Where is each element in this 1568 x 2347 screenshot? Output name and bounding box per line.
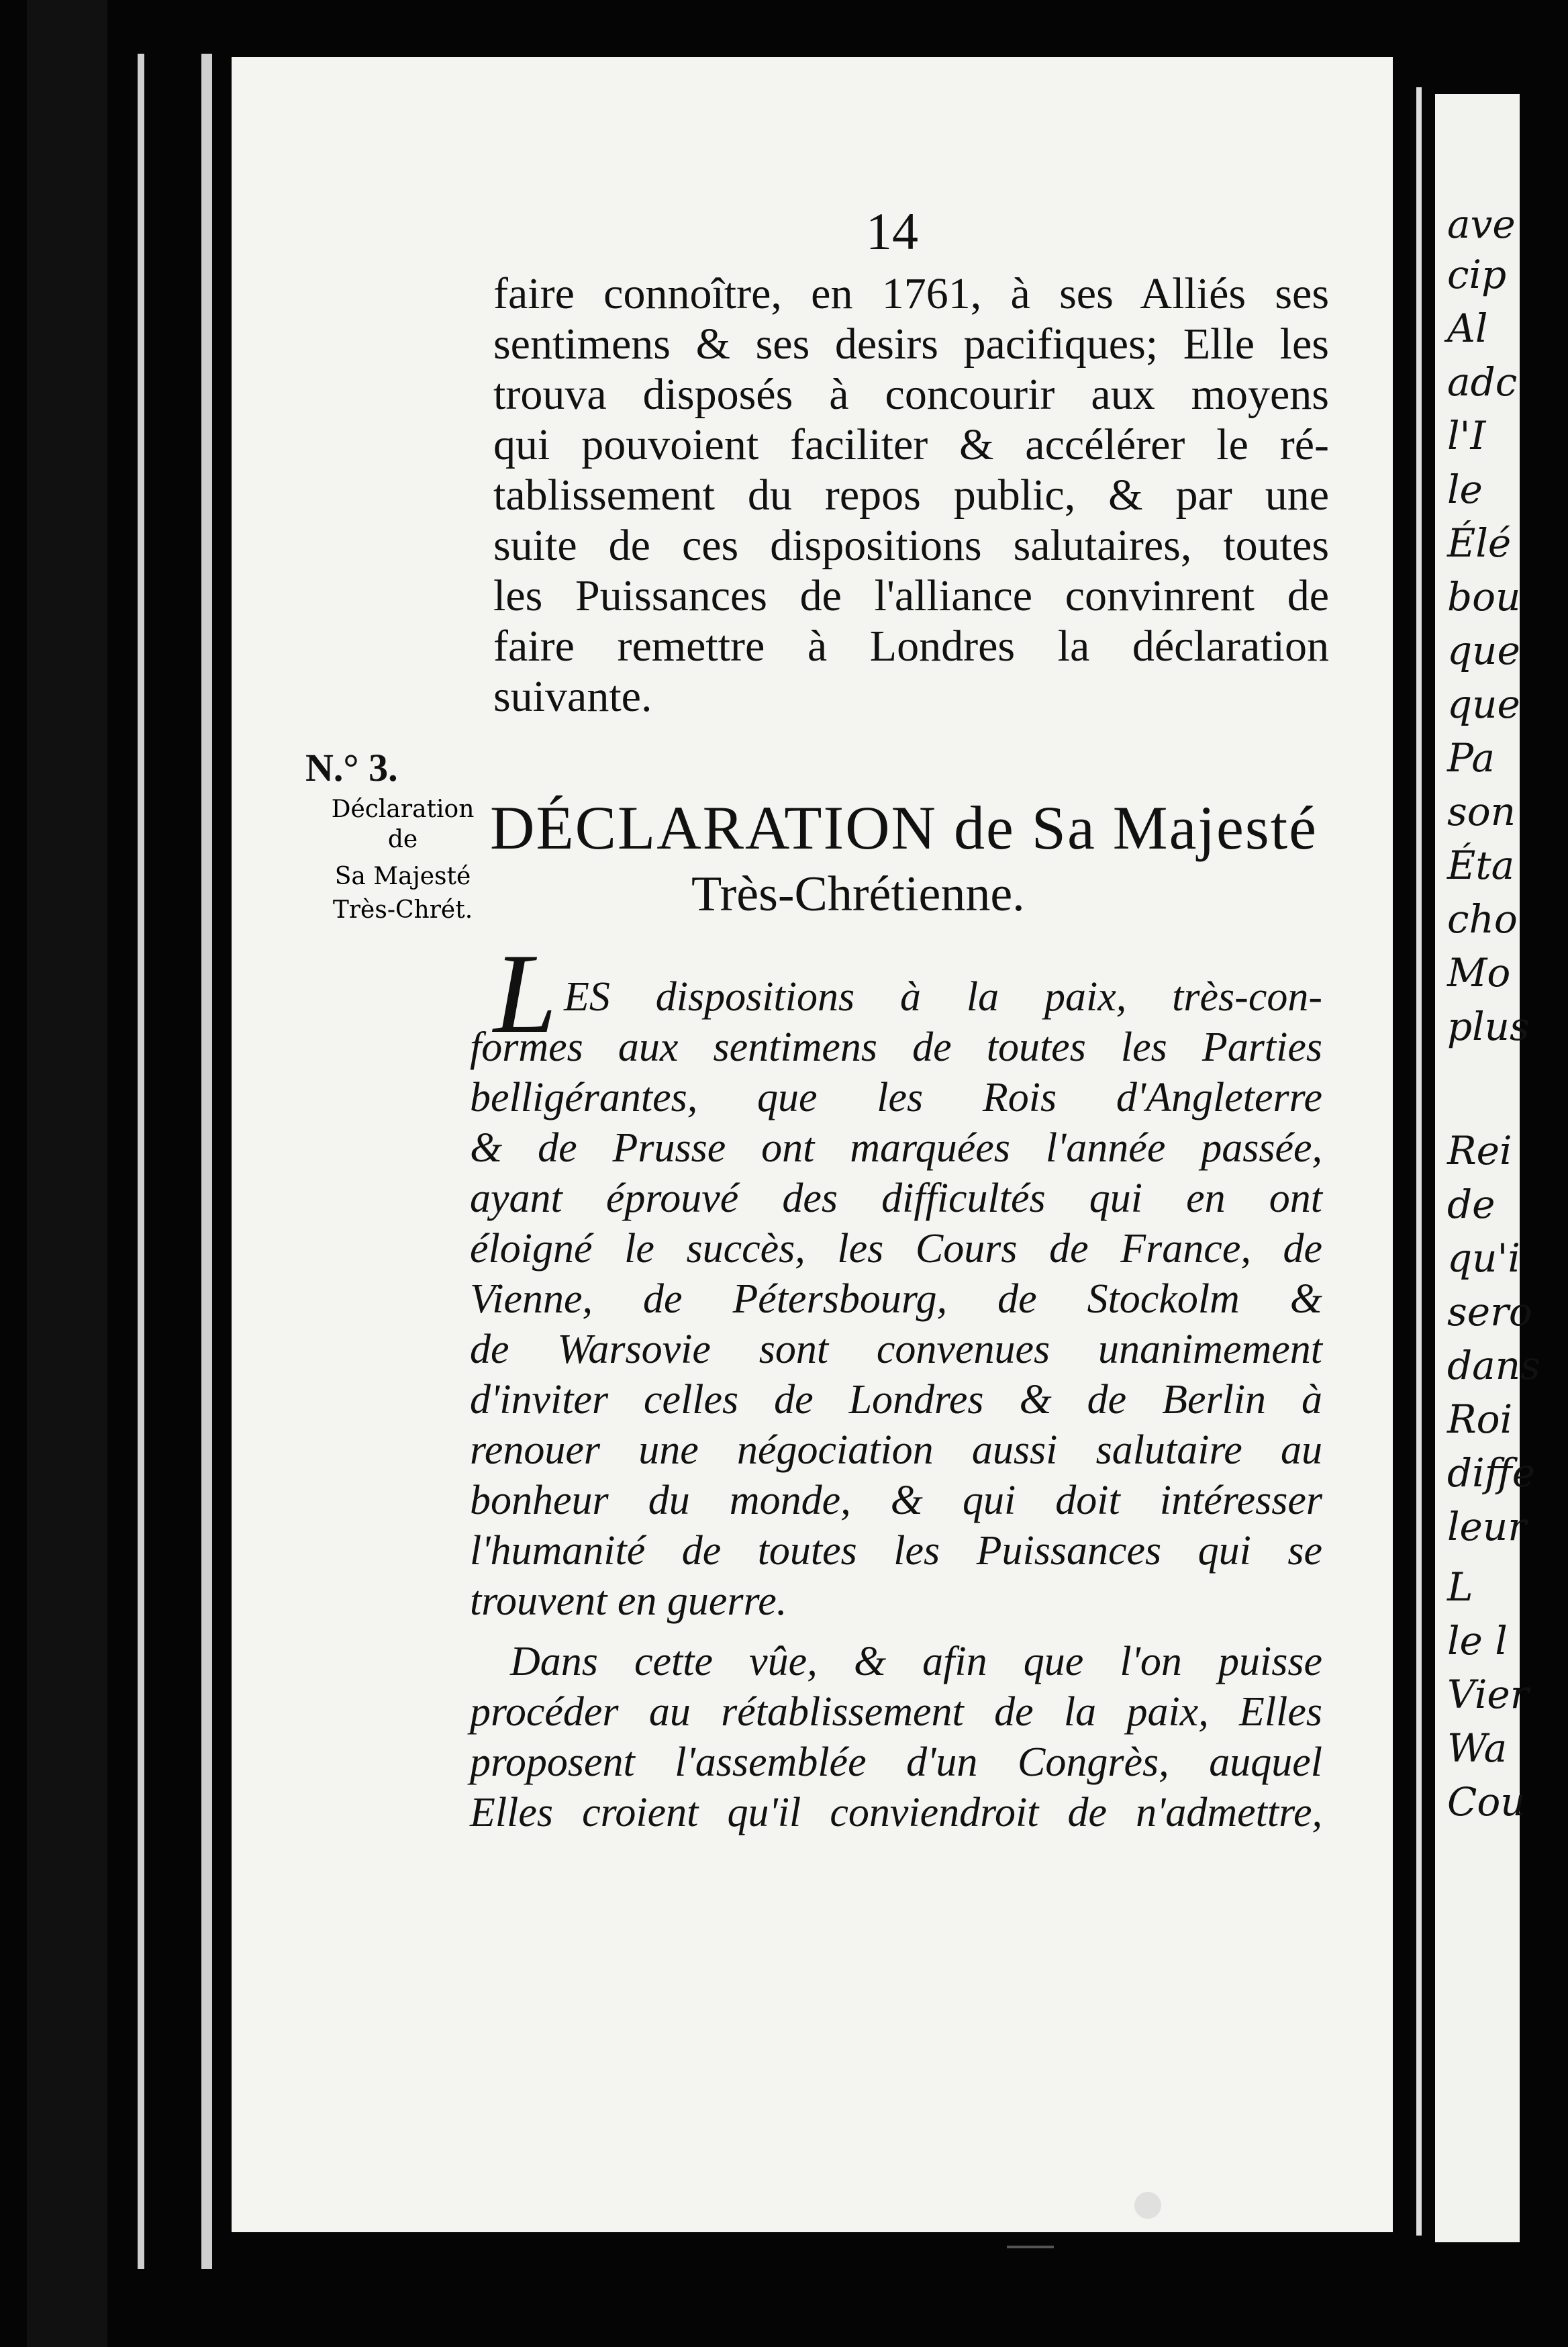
binding-line	[201, 54, 212, 2269]
drop-cap: L	[493, 930, 557, 1057]
text-line: ayant éprouvé des difficultés qui en ont	[470, 1176, 1322, 1221]
text-line: belligérantes, que les Rois d'Angleterre	[470, 1075, 1322, 1120]
facing-page-fragment: adc	[1447, 359, 1518, 405]
facing-page-fragment: Roi	[1447, 1396, 1513, 1442]
text-line: trouvent en guerre.	[470, 1578, 787, 1624]
facing-page-fragment: leur	[1447, 1504, 1526, 1549]
facing-page-fragment: que	[1447, 681, 1520, 727]
declaration-subtitle: Très-Chrétienne.	[691, 867, 1025, 922]
facing-page-fragment: sero	[1447, 1289, 1532, 1335]
text-line: ES dispositions à la paix, très-con-	[564, 974, 1322, 1020]
text-line: de Warsovie sont convenues unanimement	[470, 1327, 1322, 1372]
facing-page-fragment: qu'i	[1447, 1235, 1520, 1281]
facing-page-fragment: Pa	[1447, 735, 1495, 781]
facing-page-fragment: bou	[1447, 574, 1521, 620]
text-line: procéder au rétablissement de la paix, Elles	[470, 1689, 1322, 1735]
facing-page-fragment: Vier	[1447, 1672, 1529, 1717]
margin-note-line: Déclaration	[331, 796, 475, 823]
divider-dash	[1007, 2246, 1054, 2248]
text-line: formes aux sentimens de toutes les Parties	[470, 1024, 1322, 1070]
text-line: faire remettre à Londres la déclaration	[493, 622, 1329, 671]
margin-note-number: N.° 3.	[305, 746, 398, 789]
binding-line	[138, 54, 144, 2269]
facing-page-fragment: Éta	[1447, 843, 1515, 888]
facing-page-fragment: le	[1447, 467, 1483, 512]
facing-page-fragment: le l	[1447, 1618, 1508, 1664]
text-line: renouer une négociation aussi salutaire au	[470, 1427, 1322, 1473]
facing-page-fragment: que	[1447, 628, 1520, 673]
facing-page-fragment: L	[1447, 1564, 1473, 1610]
facing-page-fragment: ave	[1447, 201, 1516, 247]
facing-page-fragment: Al	[1447, 305, 1488, 351]
ink-smudge	[1134, 2192, 1161, 2219]
facing-page-fragment: plus	[1447, 1004, 1530, 1049]
facing-page-fragment: diffe	[1447, 1450, 1536, 1496]
text-line: suivante.	[493, 672, 652, 721]
facing-page-fragment: Élé	[1447, 520, 1512, 566]
margin-note-line: Très-Chrét.	[332, 896, 473, 924]
text-line: d'inviter celles de Londres & de Berlin à	[470, 1377, 1322, 1423]
text-line: proposent l'assemblée d'un Congrès, auquel	[470, 1739, 1322, 1785]
text-line: & de Prusse ont marquées l'année passée,	[470, 1125, 1322, 1171]
margin-note-line: Sa Majesté	[334, 863, 471, 890]
text-line: tablissement du repos public, & par une	[493, 471, 1329, 520]
text-line: suite de ces dispositions salutaires, toutes	[493, 521, 1329, 570]
facing-page-fragment: Mo	[1447, 950, 1511, 996]
text-line: les Puissances de l'alliance convinrent de	[493, 571, 1329, 620]
declaration-title: DÉCLARATION de Sa Majesté	[490, 794, 1318, 862]
facing-page-fragment: cho	[1447, 896, 1518, 942]
page-number: 14	[866, 202, 918, 260]
text-line: qui pouvoient faciliter & accélérer le ré-	[493, 420, 1329, 469]
text-line: Dans cette vûe, & afin que l'on puisse	[510, 1639, 1322, 1684]
text-line: faire connoître, en 1761, à ses Alliés ses	[493, 269, 1329, 318]
facing-page-fragment: dans	[1447, 1343, 1540, 1388]
page-divider	[1416, 87, 1422, 2236]
facing-page	[1435, 94, 1540, 2242]
binding-edge	[27, 0, 107, 2347]
facing-page-fragment: l'I	[1447, 413, 1486, 459]
facing-page-fragment: de	[1447, 1182, 1496, 1227]
text-line: Elles croient qu'il conviendroit de n'admettre,	[470, 1790, 1322, 1835]
facing-page-fragment: Wa	[1447, 1725, 1508, 1771]
text-line: éloigné le succès, les Cours de France, de	[470, 1226, 1322, 1272]
facing-page-fragment: cip	[1447, 252, 1507, 297]
text-line: Vienne, de Pétersbourg, de Stockolm &	[470, 1276, 1322, 1322]
text-line: trouva disposés à concourir aux moyens	[493, 370, 1329, 419]
facing-page-fragment: son	[1447, 789, 1516, 834]
text-line: l'humanité de toutes les Puissances qui se	[470, 1528, 1322, 1574]
facing-page-fragment: Cou	[1447, 1779, 1526, 1825]
text-line: sentimens & ses desirs pacifiques; Elle les	[493, 320, 1329, 369]
text-line: bonheur du monde, & qui doit intéresser	[470, 1478, 1322, 1523]
facing-page-fragment: Rei	[1447, 1128, 1512, 1174]
margin-note-line: de	[387, 826, 418, 853]
